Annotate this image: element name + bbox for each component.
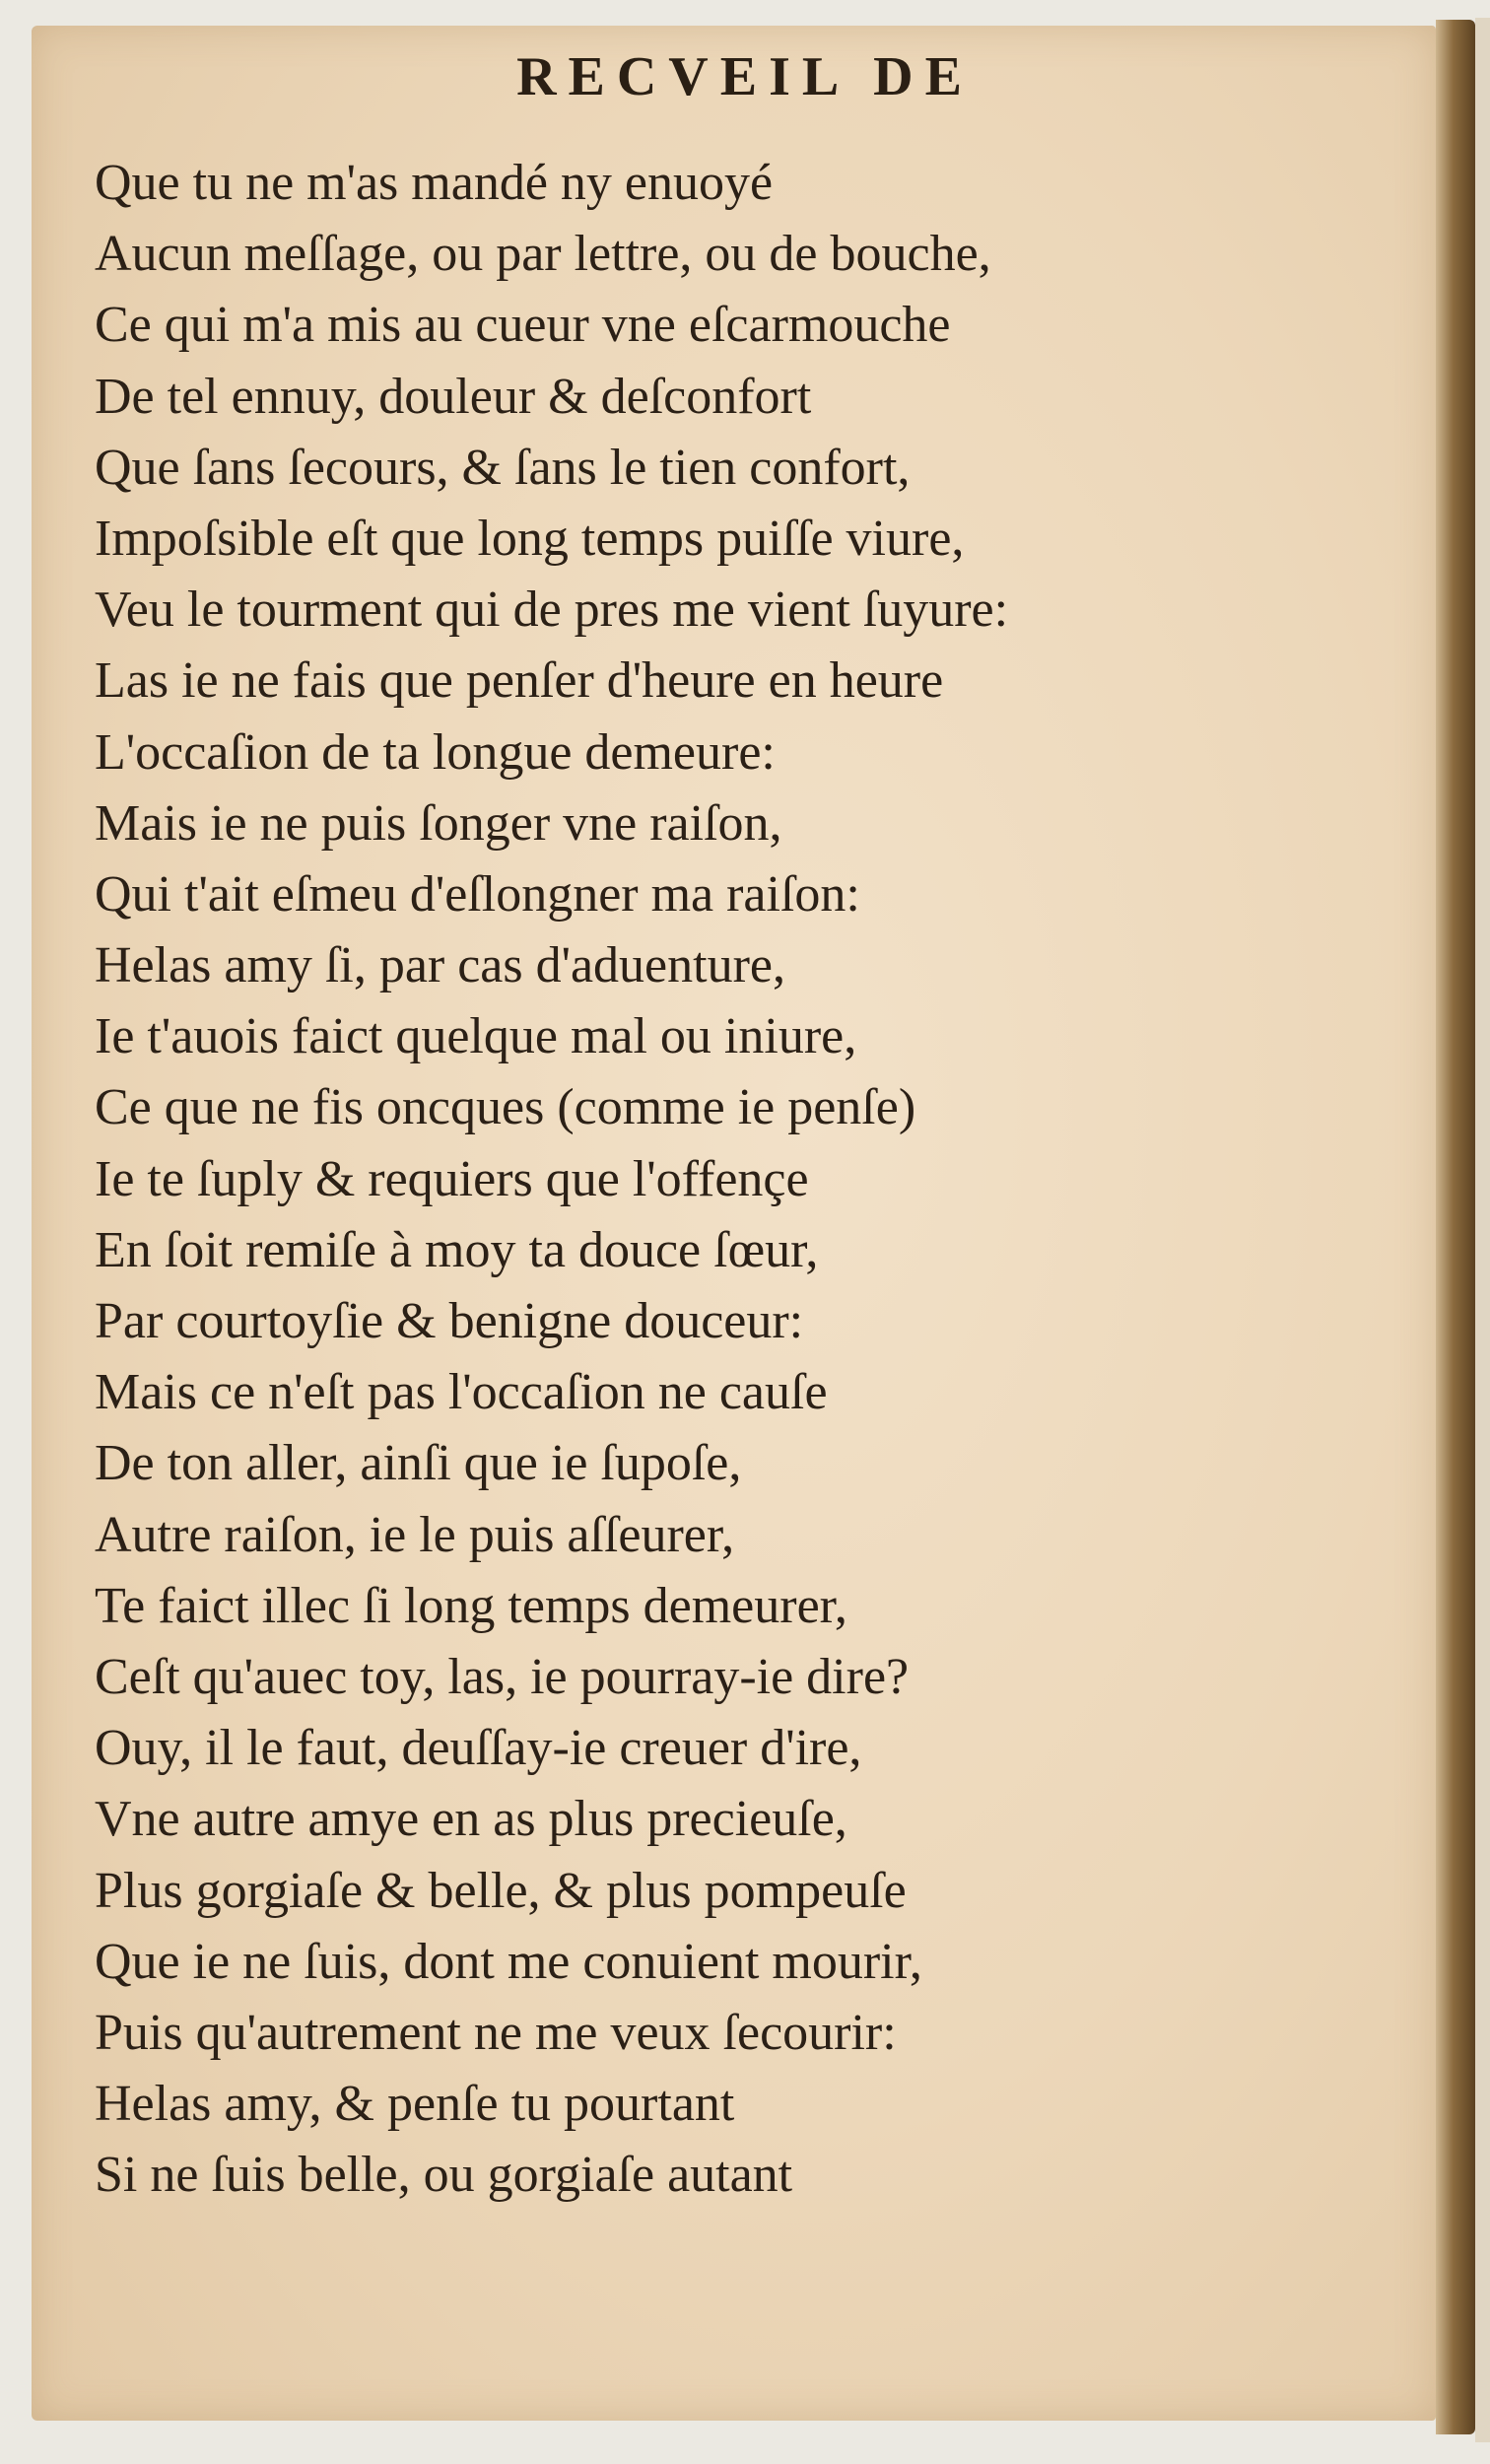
verse-line: De ton aller, ainſi que ie ſupoſe, xyxy=(95,1435,742,1492)
verse-line: Mais ie ne puis ſonger vne raiſon, xyxy=(95,794,782,852)
verse-line: Vne autre amye en as plus precieuſe, xyxy=(95,1791,847,1848)
verse-line: Mais ce n'eſt pas l'occaſion ne cauſe xyxy=(95,1364,828,1421)
verse-line: Qui t'ait eſmeu d'eſlongner ma raiſon: xyxy=(95,865,860,923)
verse-line: Ie t'auois faict quelque mal ou iniure, xyxy=(95,1008,857,1065)
verse-line: Que tu ne m'as mandé ny enuoyé xyxy=(95,155,774,211)
verse-line: Te faict illec ſi long temps demeurer, xyxy=(95,1577,847,1634)
verse-line: Que ſans ſecours, & ſans le tien confort, xyxy=(95,439,911,496)
verse-line: Ceſt qu'auec toy, las, ie pourray-ie dire? xyxy=(95,1648,910,1705)
verse-line: Las ie ne fais que penſer d'heure en heure xyxy=(95,652,944,710)
verse-line: Aucun meſſage, ou par lettre, ou de bouche, xyxy=(95,226,991,283)
verse-line: Autre raiſon, ie le puis aſſeurer, xyxy=(95,1506,735,1563)
verse-line: De tel ennuy, douleur & deſconfort xyxy=(95,368,812,425)
book-spine xyxy=(1436,20,1475,2434)
verse-line: Ie te ſuply & requiers que l'offençe xyxy=(95,1150,809,1207)
verse-line: Ouy, il le faut, deuſſay-ie creuer d'ire, xyxy=(95,1720,862,1777)
verse-line: Si ne ſuis belle, ou gorgiaſe autant xyxy=(95,2147,793,2204)
verse-block xyxy=(95,148,1277,2211)
verse-line: Helas amy, & penſe tu pourtant xyxy=(95,2076,735,2133)
verse-line: Ce qui m'a mis au cueur vne eſcarmouche xyxy=(95,297,951,354)
verse-line: En ſoit remiſe à moy ta douce ſœur, xyxy=(95,1221,819,1278)
verse-line: Puis qu'autrement ne me veux ſecourir: xyxy=(95,2004,897,2061)
running-head: RECVEIL DE xyxy=(516,46,974,107)
verse-line: Veu le tourment qui de pres me vient ſuyure: xyxy=(95,582,1009,639)
verse-line: Que ie ne ſuis, dont me conuient mourir, xyxy=(95,1933,922,1990)
page-edge xyxy=(1475,18,1490,2442)
verse-line: Par courtoyſie & benigne douceur: xyxy=(95,1293,804,1349)
verse-line: L'occaſion de ta longue demeure: xyxy=(95,723,776,781)
verse-line: Plus gorgiaſe & belle, & plus pompeuſe xyxy=(95,1862,907,1919)
verse-line: Helas amy ſi, par cas d'aduenture, xyxy=(95,937,785,994)
verse-line: Impoſsible eſt que long temps puiſſe viure, xyxy=(95,510,965,567)
verse-line: Ce que ne fis oncques (comme ie penſe) xyxy=(95,1079,916,1136)
